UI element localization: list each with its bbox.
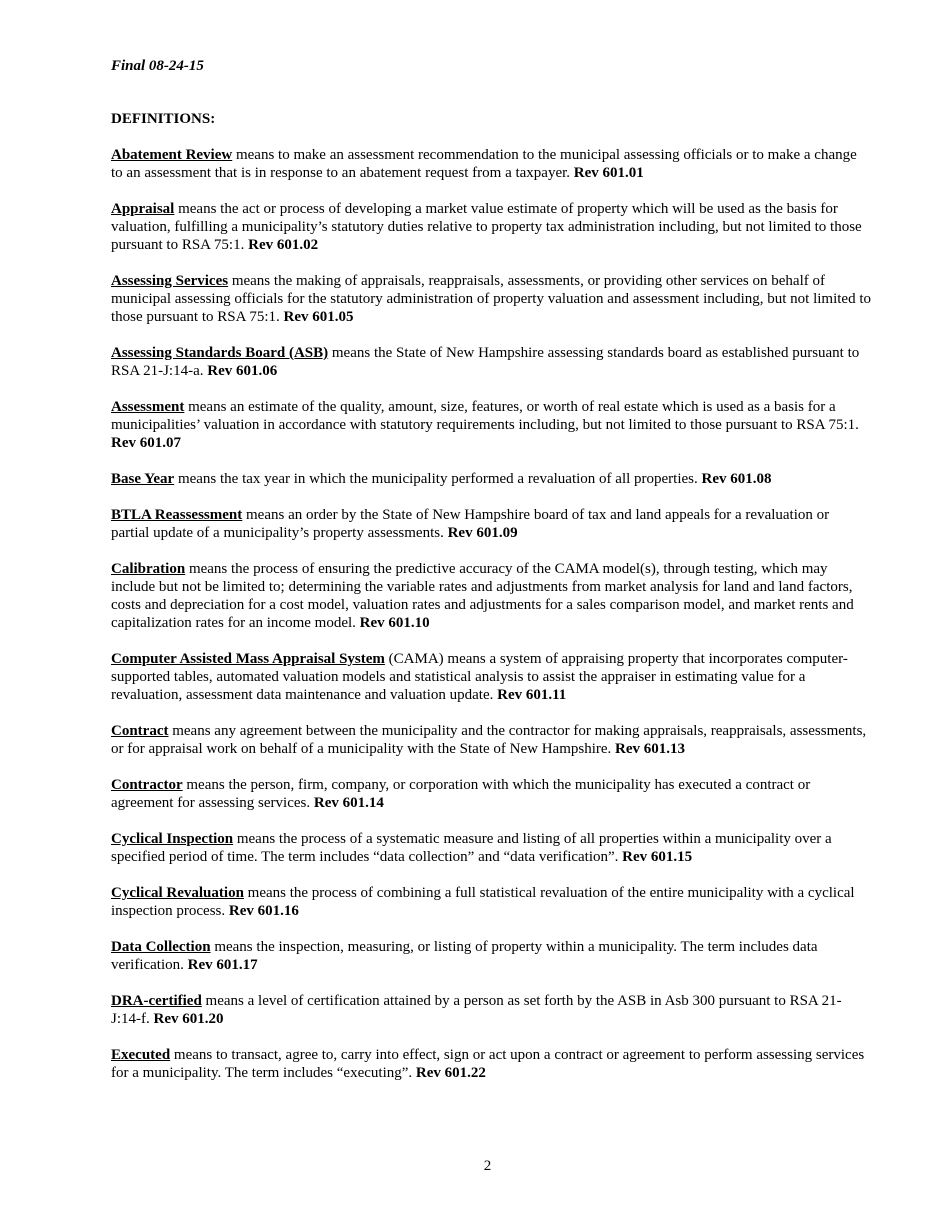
definition-text: means the act or process of developing a market value estimate of property which will be used as the basis for valuation, fulfilling a municipality’s statutory duties relative to property tax administration including, but not limited to those pursuant to RSA 75:1. bbox=[111, 201, 862, 253]
definition-executed bbox=[111, 1046, 871, 1082]
definition-text: means the State of New Hampshire assessing standards board as established pursuant to RSA 21-J:14-a. bbox=[111, 345, 860, 379]
definition-contractor bbox=[111, 776, 871, 812]
definition-contract bbox=[111, 722, 871, 758]
definition-reference: Rev 601.17 bbox=[187, 957, 258, 973]
definition-term: Abatement Review bbox=[111, 147, 233, 163]
section-heading: DEFINITIONS: bbox=[111, 111, 216, 127]
definition-term: DRA-certified bbox=[111, 993, 202, 1009]
definition-reference: Rev 601.09 bbox=[447, 525, 518, 541]
definition-term: Assessment bbox=[111, 399, 185, 415]
definition-reference: Rev 601.06 bbox=[207, 363, 278, 379]
definition-reference: Rev 601.02 bbox=[248, 237, 319, 253]
definition-text: means the inspection, measuring, or listing of property within a municipality. The term includes data verification. bbox=[111, 939, 818, 973]
definition-dra-certified bbox=[111, 992, 871, 1028]
definition-cama bbox=[111, 650, 871, 704]
definition-reference: Rev 601.15 bbox=[622, 849, 693, 865]
definition-text: means the tax year in which the municipality performed a revaluation of all properties. bbox=[174, 471, 702, 487]
definition-reference: Rev 601.16 bbox=[228, 903, 299, 919]
definition-term: Calibration bbox=[111, 561, 186, 577]
definition-reference: Rev 601.01 bbox=[573, 165, 644, 181]
definition-term: Contract bbox=[111, 723, 169, 739]
definition-abatement-review bbox=[111, 146, 871, 182]
definition-term: Cyclical Revaluation bbox=[111, 885, 244, 901]
definition-text: means the process of a systematic measure and listing of all properties within a municipality over a specified period of time. The term includes “data collection” and “data verification”. bbox=[111, 831, 832, 865]
definition-text: (CAMA) means a system of appraising property that incorporates computer-supported tables, automated valuation models and statistical analysis to assist the appraiser in estimating value for a revaluation, assessment data maintenance and valuation update. bbox=[111, 651, 848, 703]
definition-text: means the person, firm, company, or corporation with which the municipality has executed a contract or agreement for assessing services. bbox=[111, 777, 811, 811]
definition-cyclical-revaluation bbox=[111, 884, 871, 920]
definition-text: means an order by the State of New Hampshire board of tax and land appeals for a revaluation or partial update of a municipality’s property assessments. bbox=[111, 507, 830, 541]
definition-cyclical-inspection bbox=[111, 830, 871, 866]
definition-term: Computer Assisted Mass Appraisal System bbox=[111, 651, 385, 667]
definition-btla-reassessment bbox=[111, 506, 871, 542]
definition-assessment bbox=[111, 398, 871, 452]
definition-appraisal bbox=[111, 200, 871, 254]
definition-text: means the process of ensuring the predictive accuracy of the CAMA model(s), through testing, which may include but not be limited to; determining the variable rates and adjustments from market analysis for land and land factors, costs and depreciation for a cost model, valuation rates and adjustments for a sales comparison model, and market rents and capitalization rates for an income model. bbox=[111, 561, 854, 631]
definition-reference: Rev 601.22 bbox=[415, 1065, 486, 1081]
definition-reference: Rev 601.05 bbox=[283, 309, 354, 325]
page-number: 2 bbox=[483, 1158, 492, 1174]
definition-term: Executed bbox=[111, 1047, 171, 1063]
definition-text: means the process of combining a full statistical revaluation of the entire municipality with a cyclical inspection process. bbox=[111, 885, 855, 919]
definition-text: means any agreement between the municipality and the contractor for making appraisals, reappraisals, assessments, or for appraisal work on behalf of a municipality with the State of New Hampshire. bbox=[111, 723, 867, 757]
definition-calibration bbox=[111, 560, 871, 632]
definition-text: means to transact, agree to, carry into effect, sign or act upon a contract or agreement to perform assessing services for a municipality. The term includes “executing”. bbox=[111, 1047, 865, 1081]
definition-term: Assessing Standards Board (ASB) bbox=[111, 345, 329, 361]
definition-reference: Rev 601.20 bbox=[153, 1011, 224, 1027]
definition-text: means the making of appraisals, reappraisals, assessments, or providing other services on behalf of municipal assessing officials for the statutory administration of property valuation and assessment including, but not limited to those pursuant to RSA 75:1. bbox=[111, 273, 872, 325]
definition-term: Contractor bbox=[111, 777, 183, 793]
definition-reference: Rev 601.10 bbox=[359, 615, 430, 631]
definition-reference: Rev 601.13 bbox=[615, 741, 686, 757]
definition-term: Data Collection bbox=[111, 939, 211, 955]
definition-data-collection bbox=[111, 938, 871, 974]
definition-asb bbox=[111, 344, 871, 380]
definition-reference: Rev 601.14 bbox=[313, 795, 384, 811]
definition-term: Assessing Services bbox=[111, 273, 229, 289]
definition-text: means an estimate of the quality, amount, size, features, or worth of real estate which is used as a basis for a municipalities’ valuation in accordance with statutory requirements including, but not limited to those pursuant to RSA 75:1. bbox=[111, 399, 859, 433]
definition-term: BTLA Reassessment bbox=[111, 507, 243, 523]
definition-assessing-services bbox=[111, 272, 871, 326]
definition-base-year bbox=[111, 470, 871, 488]
definition-term: Base Year bbox=[111, 471, 175, 487]
definition-text: means a level of certification attained by a person as set forth by the ASB in Asb 300 pursuant to RSA 21-J:14-f. bbox=[111, 993, 842, 1027]
definition-term: Appraisal bbox=[111, 201, 175, 217]
definition-reference: Rev 601.08 bbox=[701, 471, 772, 487]
definitions-list bbox=[111, 146, 871, 1082]
definition-term: Cyclical Inspection bbox=[111, 831, 234, 847]
document-header: Final 08-24-15 bbox=[111, 58, 204, 74]
definition-reference: Rev 601.11 bbox=[497, 687, 567, 703]
definition-reference: Rev 601.07 bbox=[111, 435, 181, 451]
definition-text: means to make an assessment recommendation to the municipal assessing officials or to make a change to an assessment that is in response to an abatement request from a taxpayer. bbox=[111, 147, 857, 181]
